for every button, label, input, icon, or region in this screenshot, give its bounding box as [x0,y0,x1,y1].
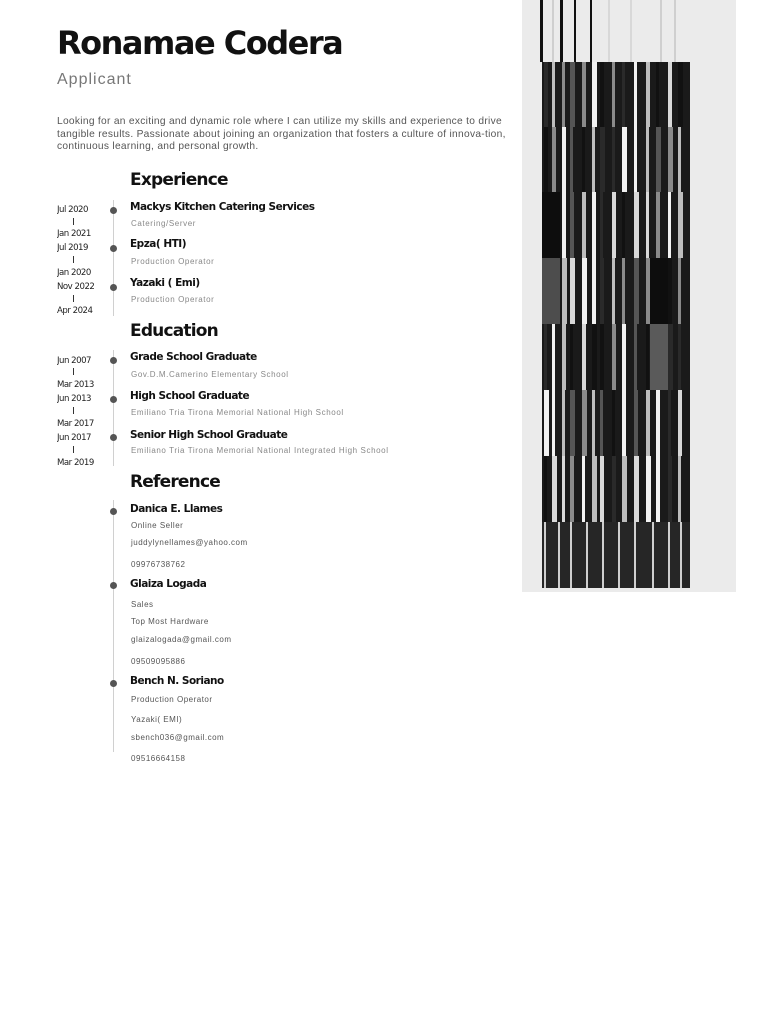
education-end-date: Mar 2017 [57,419,94,429]
education-title: High School Graduate [130,390,250,402]
education-title: Senior High School Graduate [130,429,288,441]
date-separator [73,218,74,225]
timeline-dot [110,680,117,687]
experience-start-date: Jul 2020 [57,205,88,215]
reference-email: glaizalogada@gmail.com [131,635,232,644]
timeline-dot [110,245,117,252]
timeline-dot [110,582,117,589]
experience-subtitle: Production Operator [131,257,215,266]
applicant-role: Applicant [57,71,132,88]
experience-end-date: Jan 2021 [57,229,91,239]
experience-start-date: Jul 2019 [57,243,88,253]
date-separator [73,368,74,375]
abstract-stripes-art [522,0,736,592]
reference-company: Yazaki( EMI) [131,715,183,724]
experience-title: Mackys Kitchen Catering Services [130,201,315,213]
applicant-name: Ronamae Codera [57,24,343,62]
timeline-dot [110,434,117,441]
education-heading: Education [130,321,218,341]
date-separator [73,407,74,414]
timeline-dot [110,508,117,515]
profile-summary: Looking for an exciting and dynamic role where I can utilize my skills and experience to drive tangible results. Passionate about joining an organization that fosters a culture of innova-tion, continuous learning, and personal growth. [57,116,506,152]
reference-phone: 09516664158 [131,754,186,763]
education-school: Gov.D.M.Camerino Elementary School [131,370,289,379]
experience-subtitle: Catering/Server [131,219,197,228]
education-start-date: Jun 2007 [57,356,92,366]
experience-end-date: Apr 2024 [57,306,93,316]
reference-name: Glaiza Logada [130,578,207,590]
reference-name: Danica E. Llames [130,503,223,515]
timeline-dot [110,357,117,364]
experience-timeline [113,200,114,316]
date-separator [73,295,74,302]
timeline-dot [110,396,117,403]
reference-email: juddylynellames@yahoo.com [131,538,248,547]
reference-occupation: Sales [131,600,154,609]
education-timeline [113,350,114,466]
reference-phone: 09976738762 [131,560,186,569]
education-start-date: Jun 2017 [57,433,92,443]
reference-company: Top Most Hardware [131,617,209,626]
timeline-dot [110,207,117,214]
experience-subtitle: Production Operator [131,295,215,304]
experience-start-date: Nov 2022 [57,282,94,292]
reference-heading: Reference [130,472,220,492]
education-school: Emiliano Tria Tirona Memorial National High School [131,408,344,417]
education-title: Grade School Graduate [130,351,257,363]
reference-phone: 09509095886 [131,657,186,666]
reference-email: sbench036@gmail.com [131,733,225,742]
experience-title: Yazaki ( Emi) [130,277,200,289]
experience-end-date: Jan 2020 [57,268,91,278]
reference-occupation: Production Operator [131,695,213,704]
education-end-date: Mar 2019 [57,458,94,468]
timeline-dot [110,284,117,291]
education-school: Emiliano Tria Tirona Memorial National Integrated High School [131,446,389,455]
date-separator [73,256,74,263]
education-start-date: Jun 2013 [57,394,92,404]
reference-timeline [113,500,114,752]
stripes-graphic [522,0,736,592]
education-end-date: Mar 2013 [57,380,94,390]
reference-name: Bench N. Soriano [130,675,224,687]
experience-heading: Experience [130,170,228,190]
date-separator [73,446,74,453]
reference-occupation: Online Seller [131,521,184,530]
experience-title: Epza( HTI) [130,238,186,250]
